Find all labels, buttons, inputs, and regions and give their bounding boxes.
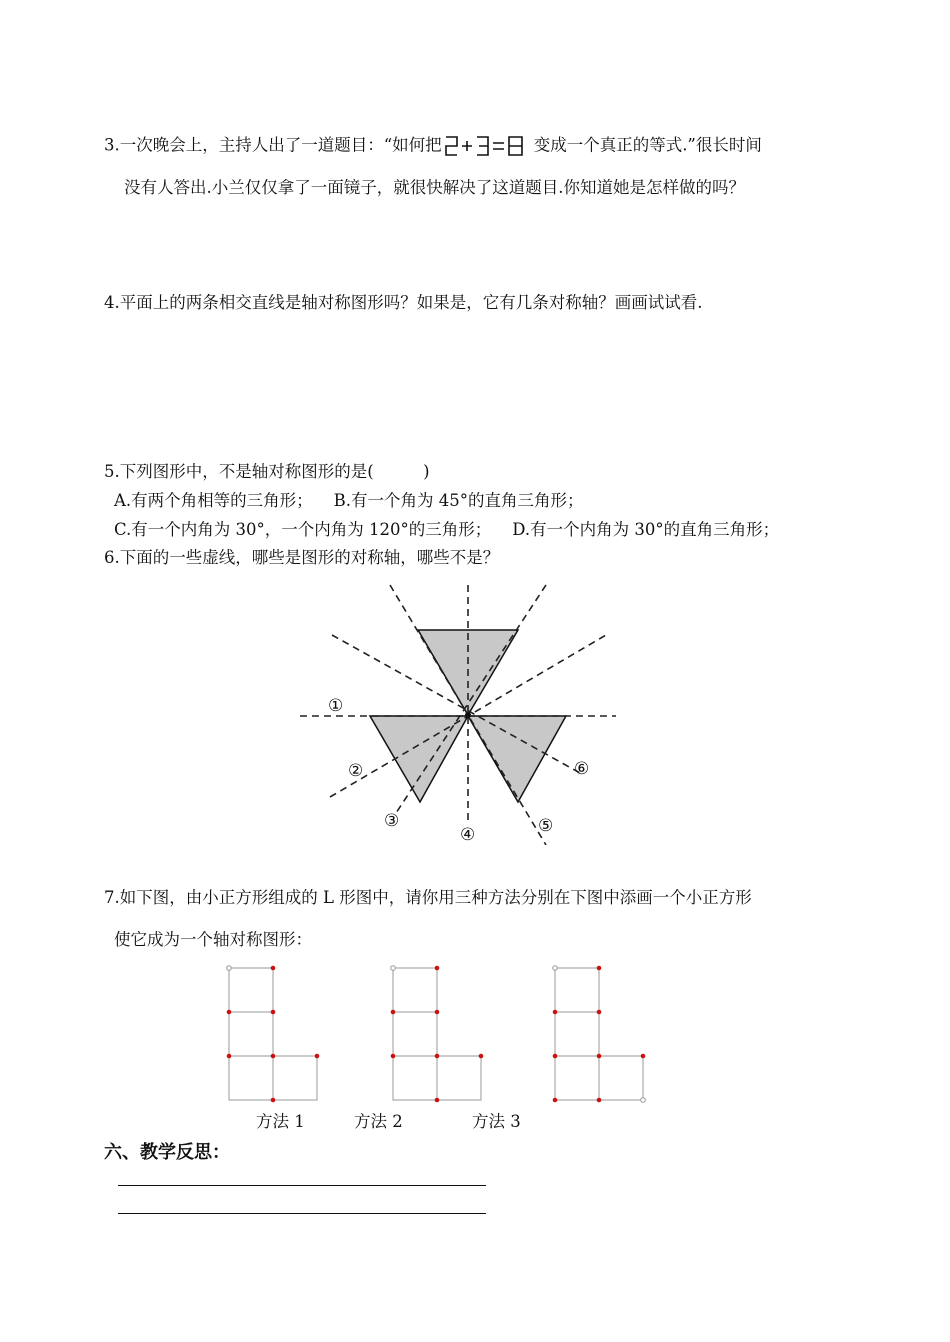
- question-5-options-ab: [114, 490, 584, 512]
- l-shape-2: [393, 968, 481, 1100]
- question-7-line1: 7.如下图，由小正方形组成的 L 形图中，请你用三种方法分别在下图中添画一个小正方形: [104, 888, 752, 907]
- triangle-right: [468, 716, 566, 802]
- l-shape-1: [229, 968, 317, 1100]
- question-7-line2: 使它成为一个轴对称图形：: [114, 930, 312, 949]
- method-2-label: 方法 2: [354, 1112, 403, 1131]
- axis-label-4: ④: [460, 825, 476, 845]
- section-6-title: 六、教学反思：: [104, 1142, 230, 1163]
- method-3-label: 方法 3: [472, 1112, 521, 1131]
- q3-text-part2: 变成一个真正的等式.”很长时间: [533, 135, 762, 155]
- method-1-label: 方法 1: [256, 1112, 305, 1131]
- axis-label-2: ②: [348, 761, 364, 781]
- q3-text-part1: 3.一次晚会上，主持人出了一道题目：“如何把: [104, 135, 442, 155]
- option-a: A.有两个角相等的三角形；: [114, 491, 313, 510]
- question-4: 4.平面上的两条相交直线是轴对称图形吗？如果是，它有几条对称轴？画画试试看.: [104, 293, 703, 312]
- symmetry-axes-figure: [298, 583, 620, 845]
- answer-line-2[interactable]: [118, 1213, 486, 1214]
- question-6-stem: 6.下面的一些虚线，哪些是图形的对称轴，哪些不是？: [104, 548, 500, 567]
- axis-label-5: ⑤: [538, 816, 554, 836]
- option-b: B.有一个角为 45°的直角三角形；: [333, 491, 584, 510]
- axis-label-3: ③: [384, 811, 400, 831]
- question-3-line1: [104, 134, 762, 158]
- l-shape-3: [555, 968, 643, 1100]
- triangle-left: [370, 716, 468, 802]
- axis-label-6: ⑥: [574, 759, 590, 779]
- axis-label-1: ①: [328, 696, 344, 716]
- option-d: D.有一个内角为 30°的直角三角形；: [512, 520, 780, 539]
- question-5-stem: 5.下列图形中，不是轴对称图形的是( ): [104, 462, 430, 481]
- question-3-line2: 没有人答出.小兰仅仅拿了一面镜子，就很快解决了这道题目.你知道她是怎样做的吗？: [124, 178, 745, 197]
- option-c: C.有一个内角为 30°，一个内角为 120°的三角形；: [114, 520, 492, 539]
- question-5-options-cd: [114, 519, 779, 541]
- segment-equation-image: [444, 134, 532, 158]
- answer-line-1[interactable]: [118, 1185, 486, 1186]
